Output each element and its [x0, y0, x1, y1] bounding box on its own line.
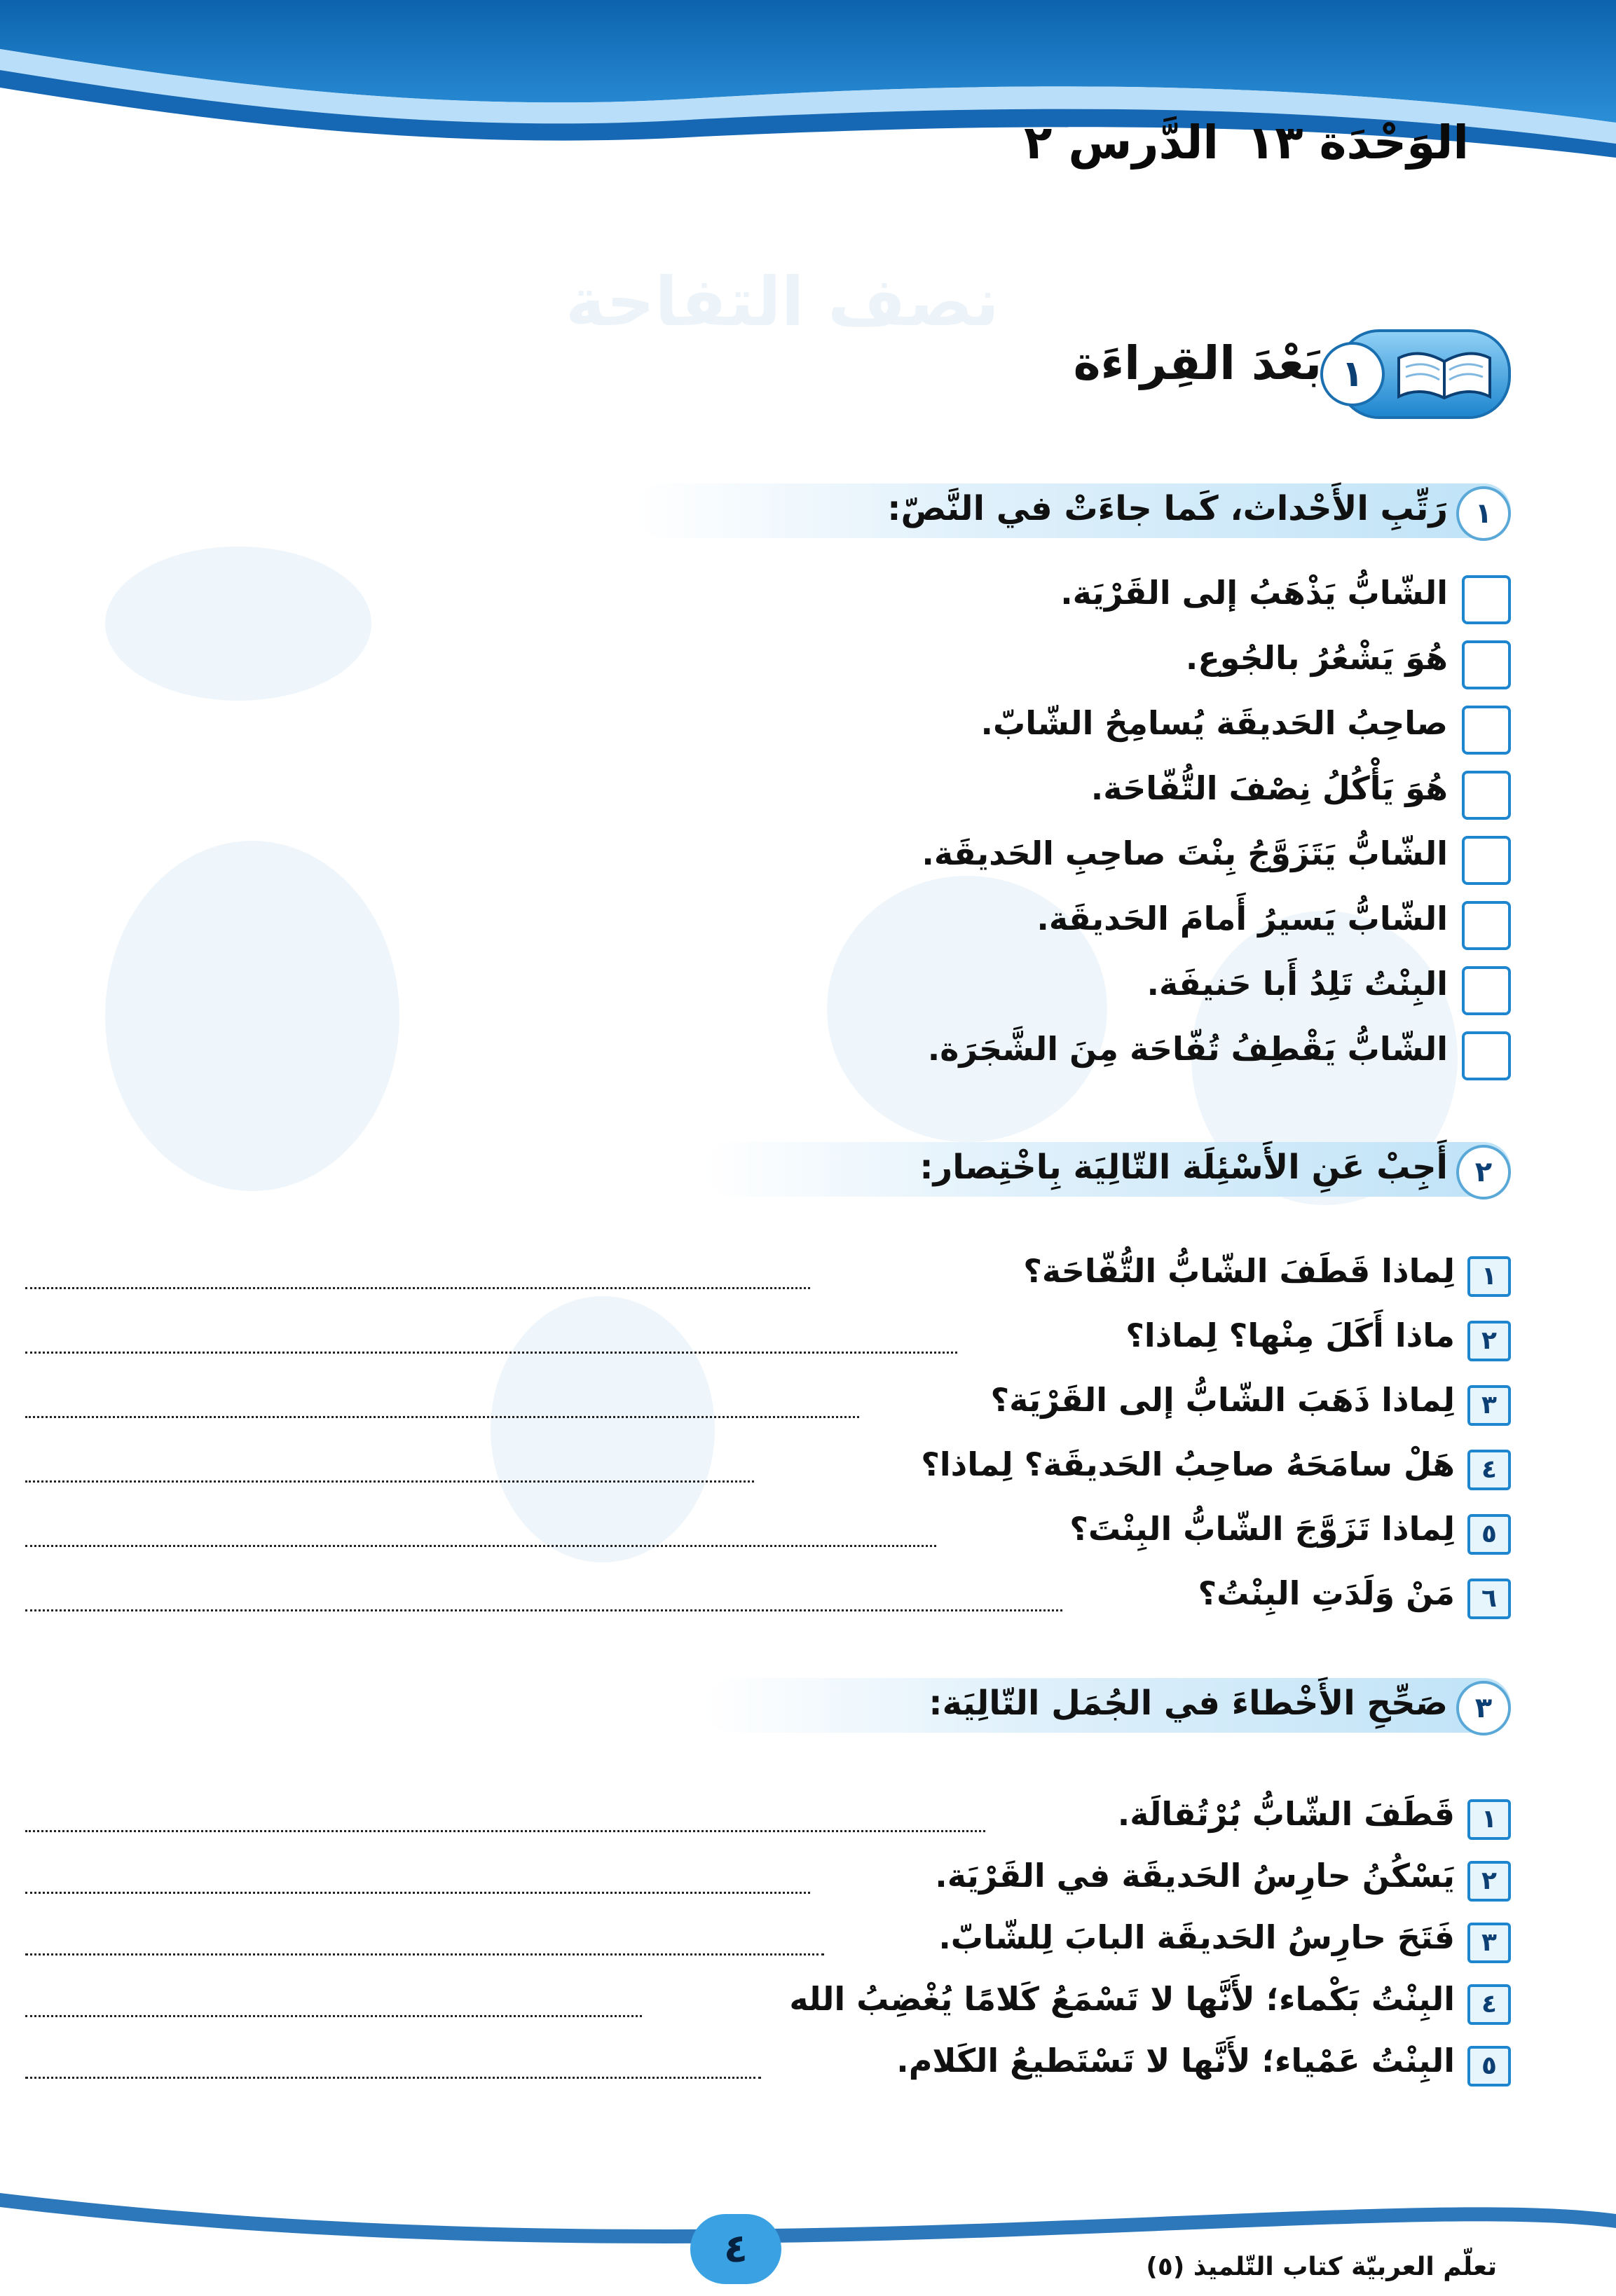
- footer-book-title: تعلّم العربيّة كتاب التّلميذ (٥): [1146, 2253, 1497, 2281]
- order-item-1: [740, 571, 1511, 627]
- item-text: قَطَفَ الشّابُّ بُرْتُقالَة.: [1117, 1795, 1455, 1833]
- order-item-text: هُوَ يَأْكُلُ نِصْفَ التُّفّاحَة.: [1090, 769, 1448, 807]
- watermark-shape: [105, 841, 399, 1191]
- item-number-badge: ٣: [1467, 1923, 1511, 1963]
- item-text: ماذا أَكَلَ مِنْها؟ لِماذا؟: [1125, 1317, 1455, 1354]
- section-header: [810, 315, 1511, 427]
- item-number-badge: ٥: [1467, 1514, 1511, 1555]
- item-number-badge: ٤: [1467, 1450, 1511, 1490]
- question-3-number: ٣: [1456, 1681, 1511, 1735]
- q3-item-3: [25, 1917, 1511, 1966]
- order-item-text: الشّابُّ يَقْطِفُ تُفّاحَة مِنَ الشَّجَرَة.: [927, 1030, 1448, 1068]
- answer-line[interactable]: [25, 1892, 810, 1894]
- section-number: ١: [1320, 342, 1385, 406]
- order-item-text: صاحِبُ الحَديقَة يُسامِحُ الشّابّ.: [980, 704, 1448, 742]
- answer-line[interactable]: [25, 1830, 985, 1832]
- item-text: البِنْتُ بَكْماء؛ لأَنَّها لا تَسْمَعُ كَلامًا يُغْضِبُ الله: [789, 1980, 1455, 2018]
- order-item-text: هُوَ يَشْعُرُ بالجُوع.: [1185, 639, 1448, 677]
- q2-item-1: [25, 1251, 1511, 1300]
- order-item-2: [740, 636, 1511, 692]
- question-1-title: رَتِّبِ الأَحْداث، كَما جاءَتْ في النَّصّ:: [887, 489, 1448, 528]
- item-text: البِنْتُ عَمْياء؛ لأَنَّها لا تَسْتَطيعُ الكَلام.: [896, 2042, 1455, 2080]
- item-number-badge: ٤: [1467, 1984, 1511, 2025]
- unit-lesson-title: [996, 116, 1469, 170]
- order-item-4: [740, 767, 1511, 823]
- question-1-header: [635, 483, 1511, 538]
- q2-item-3: [25, 1380, 1511, 1429]
- item-text: فَتَحَ حارِسُ الحَديقَة البابَ لِلشّابّ.: [938, 1918, 1455, 1956]
- order-box[interactable]: [1462, 966, 1511, 1015]
- open-book-icon: [1392, 341, 1497, 404]
- question-2-header: [705, 1142, 1511, 1197]
- order-item-8: [740, 1027, 1511, 1083]
- question-1-number: ١: [1456, 486, 1511, 541]
- question-2-title: أَجِبْ عَنِ الأَسْئِلَة التّالِيَة بِاخْتِصار:: [919, 1148, 1448, 1187]
- question-3-title: صَحِّحِ الأَخْطاءَ في الجُمَل التّالِيَة:: [929, 1684, 1448, 1723]
- answer-line[interactable]: [25, 1545, 936, 1547]
- question-3-header: [705, 1678, 1511, 1733]
- q2-item-4: [25, 1444, 1511, 1493]
- item-number-badge: ٥: [1467, 2046, 1511, 2087]
- order-item-5: [740, 832, 1511, 888]
- section-title: بَعْدَ القِراءَة: [1073, 336, 1322, 390]
- order-box[interactable]: [1462, 901, 1511, 950]
- order-item-3: [740, 701, 1511, 757]
- order-item-7: [740, 962, 1511, 1018]
- answer-line[interactable]: [25, 1609, 1062, 1611]
- lesson-label: الدَّرس ٢: [1024, 116, 1219, 170]
- item-text: هَلْ سامَحَهُ صاحِبُ الحَديقَة؟ لِماذا؟: [921, 1445, 1455, 1483]
- answer-line[interactable]: [25, 1416, 859, 1418]
- item-text: يَسْكُنُ حارِسُ الحَديقَة في القَرْيَة.: [935, 1857, 1455, 1895]
- item-number-badge: ٦: [1467, 1579, 1511, 1619]
- order-box[interactable]: [1462, 836, 1511, 885]
- order-box[interactable]: [1462, 771, 1511, 820]
- watermark-shape: [105, 546, 371, 701]
- answer-line[interactable]: [25, 1953, 824, 1955]
- item-number-badge: ٢: [1467, 1861, 1511, 1902]
- answer-line[interactable]: [25, 2077, 761, 2079]
- order-item-text: الشّابُّ يَسيرُ أَمامَ الحَديقَة.: [1036, 900, 1448, 937]
- item-number-badge: ٣: [1467, 1385, 1511, 1426]
- q3-item-4: [25, 1979, 1511, 2028]
- order-box[interactable]: [1462, 640, 1511, 689]
- page-number-badge: ٤: [690, 2214, 781, 2284]
- q3-item-2: [25, 1855, 1511, 1904]
- order-item-text: الشّابُّ يَتَزَوَّجُ بِنْتَ صاحِبِ الحَديقَة.: [922, 834, 1448, 872]
- item-text: لِماذا ذَهَبَ الشّابُّ إلى القَرْيَة؟: [990, 1381, 1455, 1419]
- q3-item-1: [25, 1794, 1511, 1843]
- item-text: لِماذا تَزَوَّجَ الشّابُّ البِنْتَ؟: [1069, 1510, 1455, 1548]
- order-box[interactable]: [1462, 1031, 1511, 1080]
- answer-line[interactable]: [25, 1352, 957, 1354]
- watermark-bleed-title: نصف التفاحة: [565, 263, 999, 341]
- q3-item-5: [25, 2040, 1511, 2089]
- question-2-number: ٢: [1456, 1145, 1511, 1199]
- item-number-badge: ٢: [1467, 1321, 1511, 1361]
- q2-item-6: [25, 1573, 1511, 1622]
- unit-label: الوَحْدَة ١٣: [1247, 116, 1469, 170]
- item-text: لِماذا قَطَفَ الشّابُّ التُّفّاحَة؟: [1023, 1252, 1455, 1290]
- item-number-badge: ١: [1467, 1799, 1511, 1840]
- q2-item-5: [25, 1508, 1511, 1558]
- item-text: مَنْ وَلَدَتِ البِنْتُ؟: [1198, 1574, 1455, 1612]
- order-item-text: الشّابُّ يَذْهَبُ إلى القَرْيَة.: [1060, 574, 1448, 612]
- answer-line[interactable]: [25, 2015, 642, 2017]
- header-wave-band: [0, 0, 1616, 203]
- item-number-badge: ١: [1467, 1256, 1511, 1297]
- q2-item-2: [25, 1315, 1511, 1364]
- order-box[interactable]: [1462, 706, 1511, 755]
- answer-line[interactable]: [25, 1480, 754, 1483]
- order-item-text: البِنْتُ تَلِدُ أَبا حَنيفَة.: [1146, 965, 1448, 1003]
- order-box[interactable]: [1462, 575, 1511, 624]
- answer-line[interactable]: [25, 1287, 810, 1289]
- order-item-6: [740, 897, 1511, 953]
